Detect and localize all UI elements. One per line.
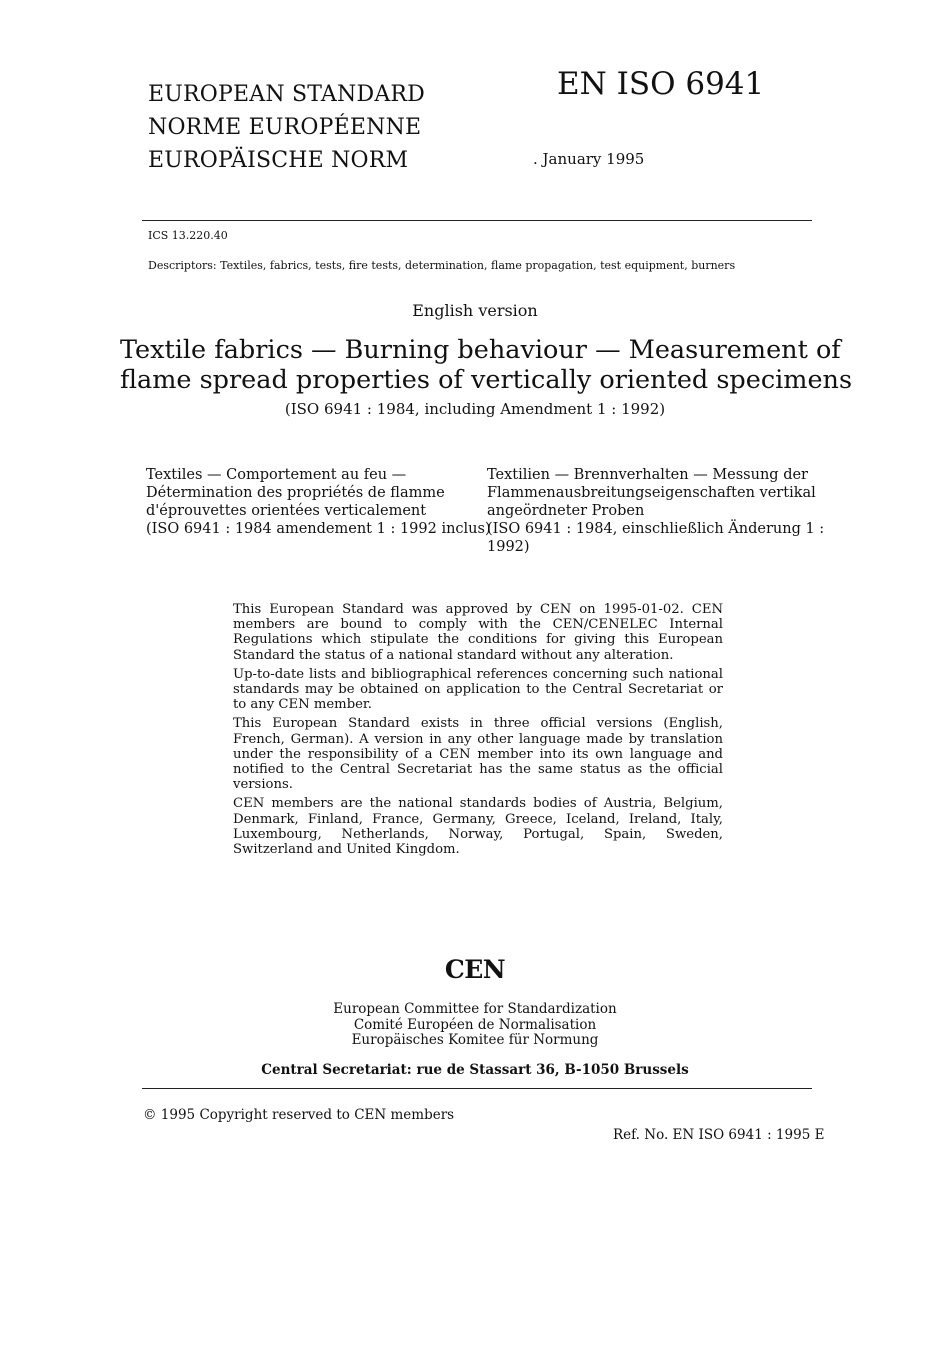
cen-committee-names <box>0 1002 950 1049</box>
german-title <box>487 466 825 556</box>
cen-name-english: European Committee for Standardization <box>333 1001 617 1017</box>
document-title <box>120 335 853 395</box>
publication-date: . January 1995 <box>533 150 645 168</box>
language-version: English version <box>412 301 538 320</box>
ics-code: ICS 13.220.40 <box>148 229 228 242</box>
cen-name-german: Europäisches Komitee für Normung <box>351 1032 599 1048</box>
german-title-line: (ISO 6941 : 1984, einschließlich Änderung 1 : <box>487 521 825 537</box>
german-title-line: 1992) <box>487 539 530 555</box>
french-title-line: Textiles — Comportement au feu — <box>146 467 407 483</box>
standard-type-english: EUROPEAN STANDARD <box>148 82 426 107</box>
approval-text <box>233 602 723 861</box>
approval-paragraph: This European Standard was approved by CEN on 1995-01-02. CEN members are bound to comply with the CEN/CENELEC Internal Regulations which stipulate the conditions for giving this European Standard the status of a national standard without any alteration. <box>233 602 723 663</box>
french-title-line: (ISO 6941 : 1984 amendement 1 : 1992 inclus) <box>146 521 491 537</box>
german-title-line: angeördneter Proben <box>487 503 645 519</box>
footer-divider <box>142 1088 812 1089</box>
header-divider <box>142 220 812 221</box>
french-title-line: Détermination des propriétés de flamme <box>146 485 445 501</box>
german-title-line: Flammenausbreitungseigenschaften vertikal <box>487 485 816 501</box>
cen-name-french: Comité Européen de Normalisation <box>353 1016 597 1033</box>
standard-type-german: EUROPÄISCHE NORM <box>148 148 409 173</box>
descriptors: Descriptors: Textiles, fabrics, tests, fire tests, determination, flame propagation, test equipment, burners <box>148 259 736 272</box>
copyright-notice: © 1995 Copyright reserved to CEN members <box>143 1107 455 1123</box>
approval-paragraph: This European Standard exists in three official versions (English, French, German). A version in any other language made by translation under the responsibility of a CEN member into its own language and notified to the Central Secretariat has the same status as the official versions. <box>233 716 723 793</box>
french-title <box>146 466 491 538</box>
document-title-line: Textile fabrics — Burning behaviour — Measurement of <box>120 335 841 365</box>
french-title-line: d'éprouvettes orientées verticalement <box>146 503 427 519</box>
document-title-line: flame spread properties of vertically oriented specimens <box>120 365 853 395</box>
central-secretariat: Central Secretariat: rue de Stassart 36, B-1050 Brussels <box>261 1062 689 1078</box>
standard-type-names <box>148 78 425 177</box>
approval-paragraph: CEN members are the national standards bodies of Austria, Belgium, Denmark, Finland, France, Germany, Greece, Iceland, Ireland, Italy, Luxembourg, Netherlands, Norway, Portugal, Spain, Sweden, Switzerland and United Kingdom. <box>233 796 723 858</box>
german-title-line: Textilien — Brennverhalten — Messung der <box>487 467 808 483</box>
approval-paragraph: Up-to-date lists and bibliographical references concerning such national standards may be obtained on application to the Central Secretariat or to any CEN member. <box>233 666 723 713</box>
reference-number: Ref. No. EN ISO 6941 : 1995 E <box>613 1127 825 1143</box>
cen-logo: CEN <box>444 955 506 984</box>
standard-type-french: NORME EUROPÉENNE <box>148 115 422 140</box>
standard-number: EN ISO 6941 <box>557 66 765 102</box>
document-subtitle: (ISO 6941 : 1984, including Amendment 1 : 1992) <box>284 400 666 418</box>
